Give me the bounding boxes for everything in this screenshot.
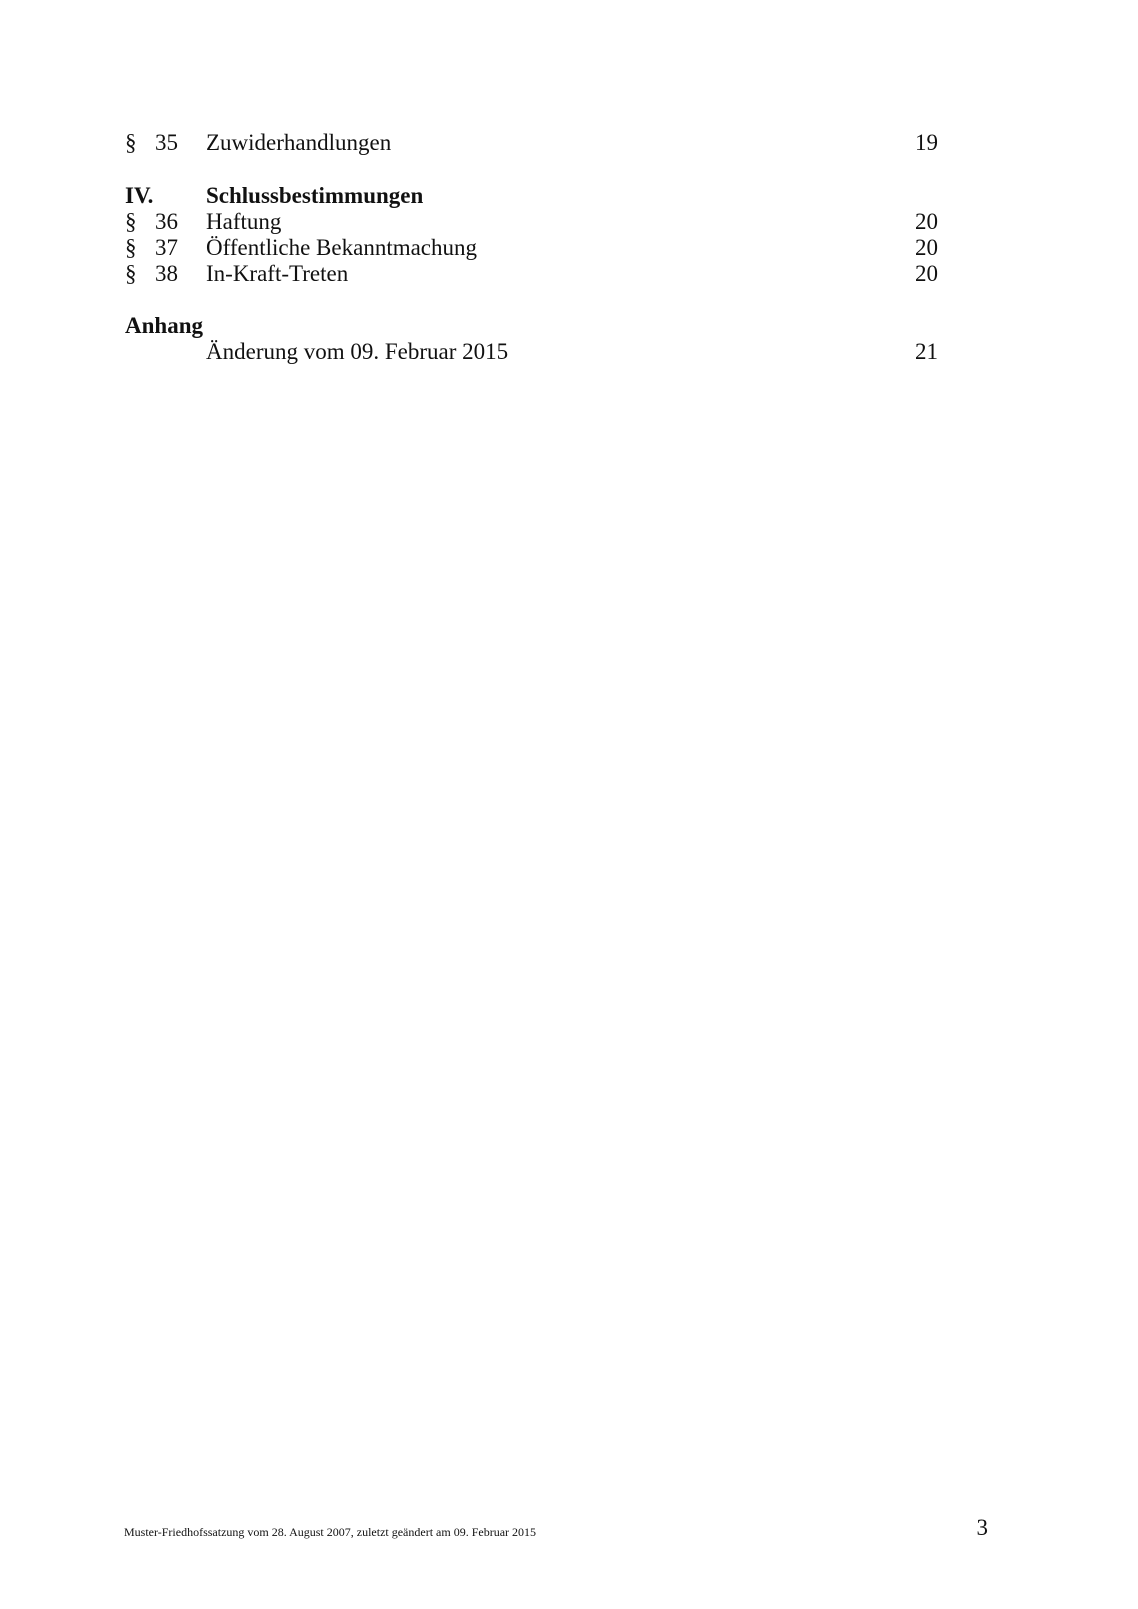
appendix-label: Anhang [125, 313, 203, 338]
toc-appendix-entry [0, 338, 1138, 366]
toc-appendix-heading [0, 312, 1138, 340]
paragraph-number: 36 [155, 209, 178, 234]
entry-title: In-Kraft-Treten [206, 261, 349, 286]
entry-title: Haftung [206, 209, 282, 234]
entry-page-number: 20 [915, 235, 938, 260]
appendix-title: Änderung vom 09. Februar 2015 [206, 339, 509, 364]
toc-entry-37 [0, 234, 1138, 262]
entry-page-number: 19 [915, 130, 938, 155]
paragraph-number: 38 [155, 261, 178, 286]
section-title: Schlussbestimmungen [206, 183, 424, 208]
toc-entry-38 [0, 260, 1138, 288]
toc-entry-35 [0, 129, 1138, 157]
toc-section-iv [0, 182, 1138, 210]
paragraph-symbol: § [125, 261, 137, 286]
section-numeral: IV. [125, 183, 154, 208]
appendix-page-number: 21 [915, 339, 938, 364]
paragraph-symbol: § [125, 209, 137, 234]
entry-page-number: 20 [915, 209, 938, 234]
footer-text: Muster-Friedhofssatzung vom 28. August 2007, zuletzt geändert am 09. Februar 2015 [124, 1525, 537, 1539]
paragraph-symbol: § [125, 130, 137, 155]
entry-title: Öffentliche Bekanntmachung [206, 235, 478, 260]
paragraph-number: 37 [155, 235, 178, 260]
entry-page-number: 20 [915, 261, 938, 286]
footer-page-number: 3 [976, 1515, 988, 1540]
toc-entry-36 [0, 208, 1138, 236]
paragraph-symbol: § [125, 235, 137, 260]
entry-title: Zuwiderhandlungen [206, 130, 392, 155]
paragraph-number: 35 [155, 130, 178, 155]
